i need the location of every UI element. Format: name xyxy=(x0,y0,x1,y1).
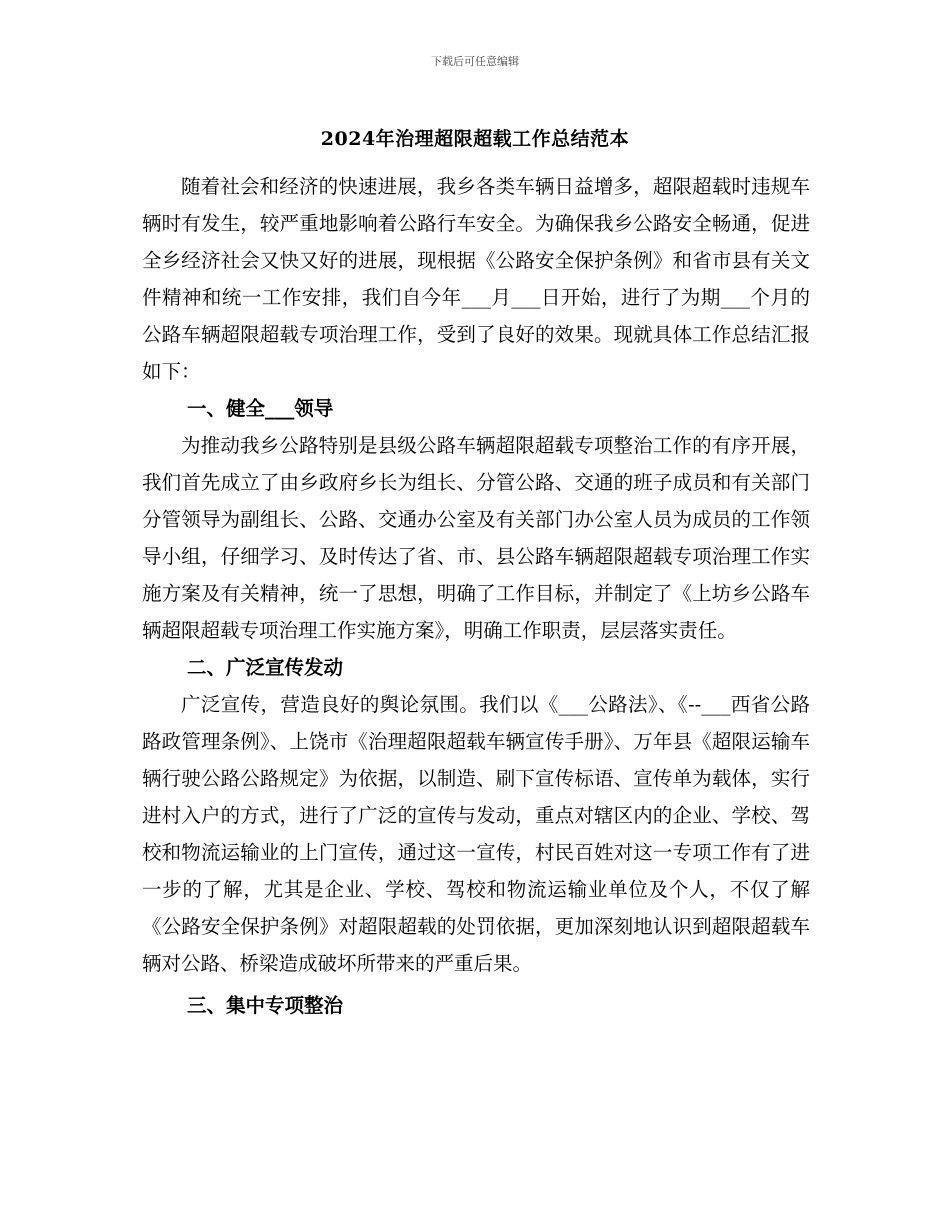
section-heading-2: 二、广泛宣传发动 xyxy=(187,656,344,679)
section-1-paragraph: 为推动我乡公路特别是县级公路车辆超限超载专项整治工作的有序开展，我们首先成立了由乡政府乡长为组长、分管公路、交通的班子成员和有关部门分管领导为副组长、公路、交通办公室及有关部门办公室人员为成员的工作领导小组，仔细学习、及时传达了省、市、县公路车辆超限超载专项治理工作实施方案及有关精神，统一了思想，明确了工作目标，并制定了《上坊乡公路车辆超限超载专项治理工作实施方案》，明确工作职责，层层落实责任。 xyxy=(142,434,810,642)
document-title: 2024年治理超限超载工作总结范本 xyxy=(320,128,630,150)
section-heading-1: 一、健全___领导 xyxy=(187,397,334,420)
section-2-paragraph: 广泛宣传，营造良好的舆论氛围。我们以《___公路法》、《--___西省公路路政管理条例》、上饶市《治理超限超载车辆宣传手册》、万年县《超限运输车辆行驶公路公路规定》为依据，以制造、刷下宣传标语、宣传单为载体，实行进村入户的方式，进行了广泛的宣传与发动，重点对辖区内的企业、学校、驾校和物流运输业的上门宣传，通过这一宣传，村民百姓对这一专项工作有了进一步的了解，尤其是企业、学校、驾校和物流运输业单位及个人，不仅了解《公路安全保护条例》对超限超载的处罚依据，更加深刻地认识到超限超载车辆对公路、桥梁造成破坏所带来的严重后果。 xyxy=(142,693,810,975)
intro-paragraph: 随着社会和经济的快速进展，我乡各类车辆日益增多，超限超载时违规车辆时有发生，较严重地影响着公路行车安全。为确保我乡公路安全畅通，促进全乡经济社会又快又好的进展，现根据《公路安全保护条例》和省市县有关文件精神和统一工作安排，我们自今年___月___日开始，进行了为期___个月的公路车辆超限超载专项治理工作，受到了良好的效果。现就具体工作总结汇报如下： xyxy=(142,175,810,383)
document-body xyxy=(142,168,810,1024)
section-heading-3: 三、集中专项整治 xyxy=(187,994,344,1017)
header-note: 下载后可任意编辑 xyxy=(431,55,519,68)
